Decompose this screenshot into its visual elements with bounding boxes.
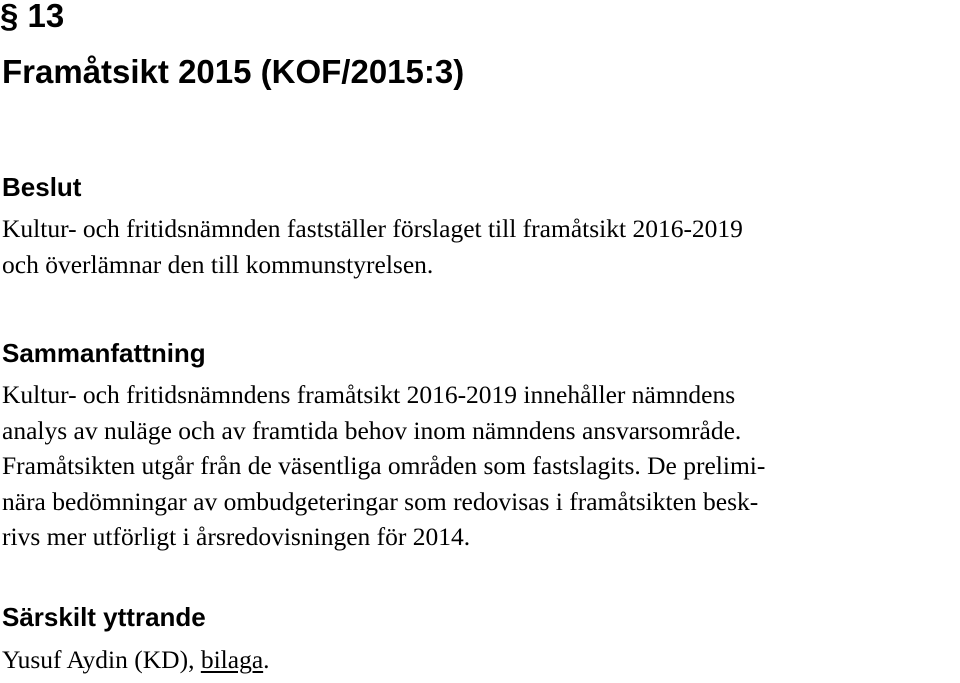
beslut-text	[2, 211, 743, 282]
sarskilt-yttrande-heading: Särskilt yttrande	[2, 602, 206, 632]
text-line: och överlämnar den till kommunstyrelsen.	[2, 249, 434, 279]
beslut-heading: Beslut	[2, 172, 82, 202]
text-line: Kultur- och fritidsnämnden fastställer förslaget till framåtsikt 2016-2019	[2, 214, 743, 243]
text-line: rivs mer utförligt i årsredovisningen för 2014.	[2, 522, 471, 551]
yttrande-period: .	[263, 645, 270, 674]
sammanfattning-text	[2, 377, 765, 555]
page-title: Framåtsikt 2015 (KOF/2015:3)	[2, 53, 465, 90]
sammanfattning-heading: Sammanfattning	[2, 338, 206, 368]
text-line: Kultur- och fritidsnämndens framåtsikt 2016-2019 innehåller nämndens	[2, 380, 736, 409]
bilaga-link[interactable]: bilaga	[200, 645, 264, 674]
text-line: nära bedömningar av ombudgeteringar som redovisas i framåtsikten besk-	[2, 486, 759, 516]
text-line: analys av nuläge och av framtida behov inom nämndens ansvarsområde.	[2, 415, 742, 445]
sarskilt-yttrande-text	[2, 642, 270, 678]
text-line: Framåtsikten utgår från de väsentliga områden som fastslagits. De prelimi-	[2, 451, 766, 480]
yttrande-author: Yusuf Aydin (KD),	[2, 645, 201, 674]
paragraph-number: § 13	[0, 0, 65, 34]
